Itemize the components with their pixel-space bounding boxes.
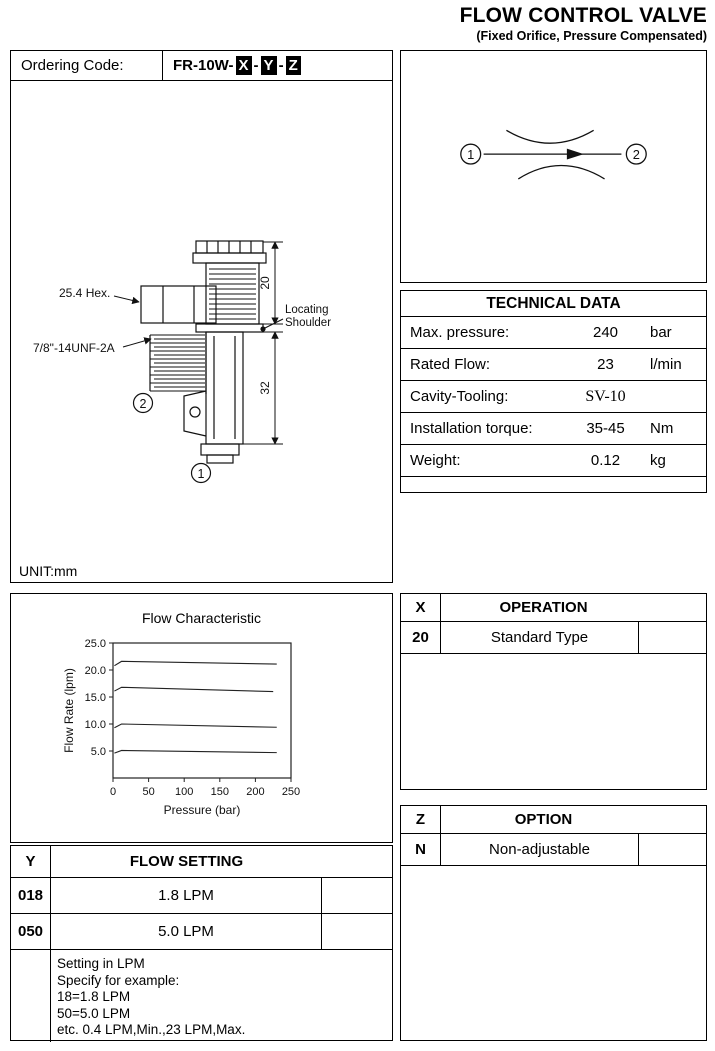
flow-characteristic-chart [11,594,394,830]
x-tick-label: 200 [246,786,265,798]
y-tick-label: 15.0 [84,692,106,704]
option-header-spacer [646,806,706,833]
x-axis-label: Pressure (bar) [163,803,241,817]
locating-shoulder [196,324,263,332]
option-code-header: Z [401,806,441,833]
port-boss [184,391,206,436]
tech-unit: l/min [650,356,682,373]
x-tick-label: 0 [109,786,117,798]
ordering-code-row [11,51,392,81]
thread-leader-line [123,339,151,347]
shoulder-leader-dot [260,326,265,331]
flow-setting-header [11,846,392,878]
tech-row-installation-torque [401,413,706,445]
ordering-code-separator: - [278,57,284,74]
flow-characteristic-panel [10,593,393,843]
tech-label: Max. pressure: [410,324,510,341]
tech-value: 240 [592,324,619,341]
valve-body-lower [206,332,243,444]
series-curve-21lpm [114,661,276,665]
y-tick-label: 25.0 [84,638,106,650]
tech-value: 35-45 [586,420,625,437]
ordering-code-value [163,51,392,80]
valve-nose [201,444,239,455]
symbol-port-2-label: 2 [632,147,640,163]
operation-row-end [639,622,706,653]
thread-profile [150,335,205,391]
valve-locknut [193,253,266,263]
tech-unit: bar [650,324,672,341]
option-title: OPTION [514,811,573,828]
option-row-end [639,834,706,865]
flow-setting-row-end [322,914,392,949]
hex-head [141,286,216,323]
port-1-label: 1 [197,467,205,481]
flow-setting-notes-spacer [11,950,51,1042]
valve-cross-section-drawing [11,81,394,511]
tech-label: Installation torque: [410,420,533,437]
dim-32-label: 32 [258,381,272,395]
option-row [401,834,706,866]
flow-setting-row-018 [11,878,392,914]
y-tick-label: 5.0 [90,746,106,758]
hydraulic-symbol [401,51,706,282]
chart-title: Flow Characteristic [141,610,262,626]
operation-row [401,622,706,654]
tech-value: SV-10 [585,387,626,405]
tech-label: Rated Flow: [410,356,491,373]
operation-header [401,594,706,622]
flow-setting-row-end [322,878,392,913]
x-tick-label: 150 [210,786,229,798]
dim-20-label: 20 [258,276,272,290]
flow-setting-notes [11,950,392,1042]
flow-setting-row-code: 018 [11,878,51,913]
series-curve-10lpm [114,724,276,728]
option-table [400,805,707,1041]
ordering-code-x: X [236,56,252,75]
x-tick-label: 250 [281,786,301,798]
cross-hole [190,407,200,417]
orifice-upper-curve [506,130,593,143]
operation-row-code: 20 [401,622,441,653]
note-line: etc. 0.4 LPM,Min.,23 LPM,Max. [57,1022,246,1037]
flow-setting-code-header: Y [11,846,51,877]
note-line: 50=5.0 LPM [57,1005,131,1021]
flow-arrowhead [567,149,584,160]
x-tick-label: 50 [142,786,155,798]
option-row-code: N [401,834,441,865]
ordering-code-separator: - [253,57,259,74]
tech-row-rated-flow [401,349,706,381]
hydraulic-symbol-panel [400,50,707,283]
tech-label: Cavity-Tooling: [410,388,509,405]
ordering-code-z: Z [286,56,301,75]
page-title: FLOW CONTROL VALVE [459,4,707,27]
option-row-label: Non-adjustable [441,834,639,865]
tech-row-max-pressure [401,317,706,349]
tech-label: Weight: [410,452,461,469]
operation-title: OPERATION [499,599,588,616]
flow-setting-table [10,845,393,1041]
y-tick-label: 10.0 [84,719,106,731]
note-line: Setting in LPM [57,956,145,971]
series-curve-5lpm [114,750,276,753]
flow-setting-row-label: 5.0 LPM [51,914,322,949]
page-subtitle: (Fixed Orifice, Pressure Compensated) [476,29,707,43]
flow-setting-header-spacer [322,846,392,877]
hex-label: 25.4 Hex. [59,286,111,300]
note-line: 18=1.8 LPM [57,989,131,1004]
operation-row-label: Standard Type [441,622,639,653]
orifice-lower-curve [518,166,604,179]
tech-row-weight [401,445,706,477]
port-2-label: 2 [139,397,147,411]
shoulder-label-line1: Locating [285,304,329,316]
ordering-code-label: Ordering Code: [11,51,163,80]
option-header [401,806,706,834]
series-curve-16lpm [114,687,273,691]
ordering-code-y: Y [261,56,277,75]
flow-setting-notes-content [51,950,392,1042]
operation-code-header: X [401,594,441,621]
note-line: Specify for example: [57,972,180,988]
tech-row-cavity-tooling [401,381,706,413]
technical-data-panel [400,290,707,493]
flow-setting-row-050 [11,914,392,950]
shoulder-label-line2: Shoulder [285,317,332,329]
x-tick-label: 100 [175,786,194,798]
y-tick-label: 20.0 [84,665,106,677]
symbol-port-1-label: 1 [467,147,475,163]
tech-value: 23 [597,356,614,373]
ordering-code-prefix: FR-10W- [173,57,234,74]
tech-unit: kg [650,452,666,469]
drawing-panel [10,50,393,583]
thread-label: 7/8"-14UNF-2A [33,341,115,355]
flow-setting-title: FLOW SETTING [129,853,244,870]
valve-nose-tip [207,455,233,463]
flow-setting-row-code: 050 [11,914,51,949]
hex-leader-line [114,296,139,302]
tech-unit: Nm [650,420,674,437]
tech-value: 0.12 [590,452,621,469]
flow-setting-row-label: 1.8 LPM [51,878,322,913]
operation-header-spacer [646,594,706,621]
operation-table [400,593,707,790]
unit-note: UNIT:mm [19,563,78,579]
header [460,4,707,43]
technical-data-title: TECHNICAL DATA [401,291,706,317]
y-axis-label: Flow Rate (lpm) [62,668,76,753]
